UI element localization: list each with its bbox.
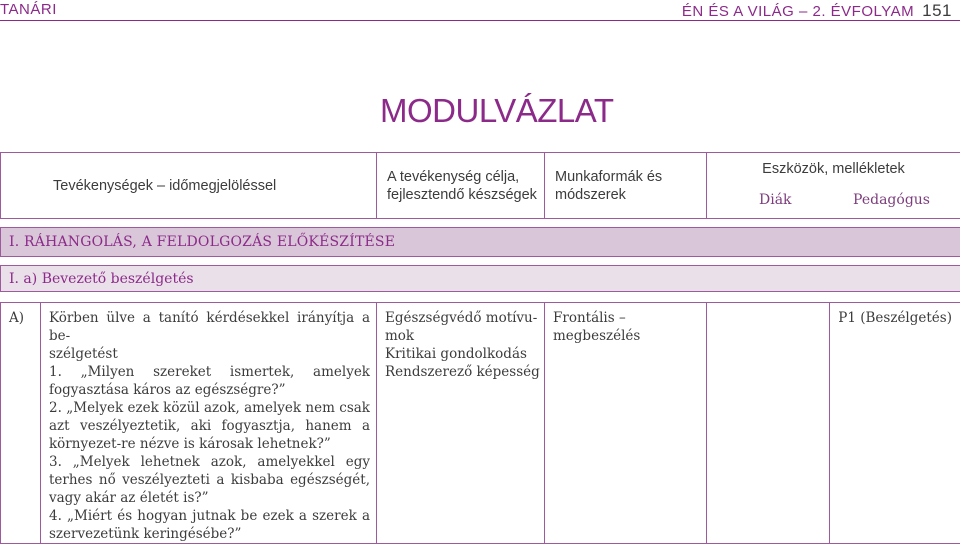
subsection-title: I. a) Bevezető beszélgetés — [1, 266, 960, 292]
row-methods — [545, 303, 707, 544]
col-methods-line2: módszerek — [555, 187, 626, 203]
row-code: A) — [1, 303, 41, 544]
page-title: MODULVÁZLAT — [380, 92, 613, 130]
goal-item: mok — [377, 327, 544, 345]
row-tools-teacher: P1 (Beszélgetés) — [830, 303, 960, 544]
question-4: 4. „Miért és hogyan jutnak be ezek a szerek a szervezetünk keringésébe?” — [49, 507, 370, 543]
col-tools-teacher: Pedagógus — [853, 192, 930, 208]
header-left: TANÁRI — [0, 1, 57, 18]
question-1: 1. „Milyen szereket ismertek, amelyek fogyasztása káros az egészségre?” — [49, 363, 370, 399]
header-series: ÉN ÉS A VILÁG – 2. ÉVFOLYAM — [682, 3, 914, 20]
goal-item: Egészségvédő motívu- — [377, 309, 544, 327]
module-table — [0, 152, 960, 544]
question-3: 3. „Melyek lehetnek azok, amelyekkel egy terhes nő veszélyezteti a kisbaba egészségét, vagy akár az életét is?” — [49, 453, 370, 507]
activity-intro-line2: szélgetést — [49, 346, 118, 362]
col-activities-header: Tevékenységek – időmegjelöléssel — [1, 153, 377, 219]
col-goals-header — [377, 153, 545, 219]
col-goals-line2: fejlesztendő készségek — [387, 187, 537, 203]
row-tools-student — [707, 303, 830, 544]
method-item: Frontális – — [545, 309, 706, 327]
page-number: 151 — [922, 1, 952, 20]
section-title: I. RÁHANGOLÁS, A FELDOLGOZÁS ELŐKÉSZÍTÉSE — [1, 228, 960, 257]
col-tools-header — [707, 153, 960, 219]
method-item: megbeszélés — [545, 327, 706, 345]
col-goals-line1: A tevékenység célja, — [387, 169, 519, 185]
activity-intro-line1: Körben ülve a tanító kérdésekkel irányítja a be- — [49, 310, 370, 344]
col-tools-student: Diák — [759, 192, 792, 208]
section-row — [1, 228, 960, 257]
row-activity — [41, 303, 377, 544]
header-right — [682, 1, 952, 21]
subsection-row — [1, 266, 960, 292]
col-tools-title: Eszközök, mellékletek — [707, 161, 960, 177]
goal-item: Kritikai gondolkodás — [377, 345, 544, 363]
question-2: 2. „Melyek ezek közül azok, amelyek nem csak azt veszélyeztetik, aki fogyasztja, hanem a környezet-re nézve is károsak lehetnek?” — [49, 399, 370, 453]
activity-intro — [49, 309, 370, 363]
table-row — [1, 303, 960, 544]
col-methods-line1: Munkaformák és — [555, 169, 662, 185]
goal-item: Rendszerező képesség — [377, 363, 544, 381]
page-header — [0, 0, 960, 21]
table-header-row — [1, 153, 960, 219]
row-goals — [377, 303, 545, 544]
col-methods-header — [545, 153, 707, 219]
